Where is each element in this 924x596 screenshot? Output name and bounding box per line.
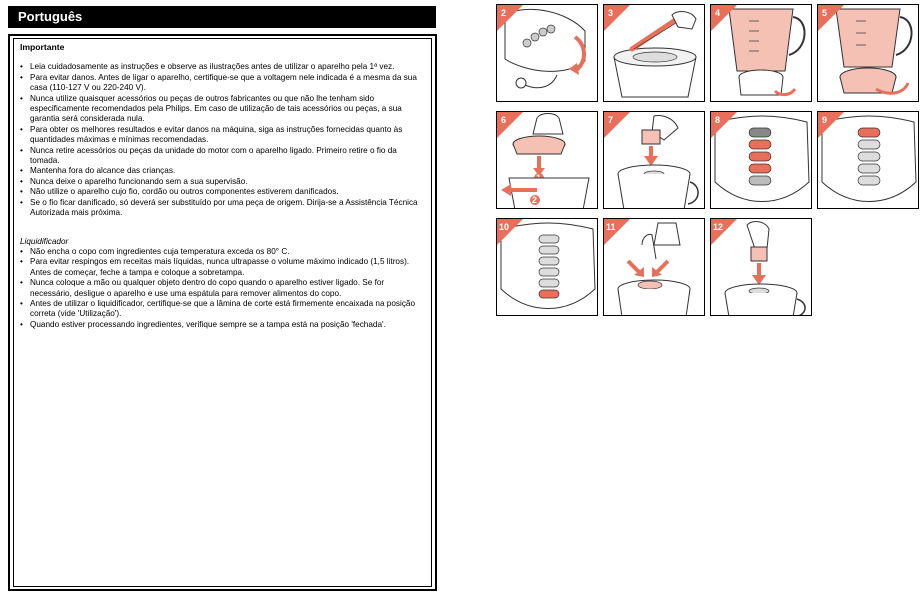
list-item: • Para evitar respingos em receitas mais líquidas, nunca ultrapasse o volume máximo indicado (1,5 litros). Antes de começar, feche a tampa e coloque a sobretampa. <box>20 257 425 278</box>
list-item: • Nunca retire acessórios ou peças da unidade do motor com o aparelho ligado. Primeiro retire o fio da tomada. <box>20 146 425 167</box>
step-number: 12 <box>713 222 724 232</box>
step-number: 3 <box>608 8 614 18</box>
list-item: • Não utilize o aparelho cujo fio, cordão ou outros componentes estiverem danificados. <box>20 187 425 197</box>
step-number: 11 <box>606 222 616 232</box>
instructions-inner-frame <box>13 38 432 587</box>
step-8-illustration <box>710 111 812 209</box>
step-6-illustration <box>496 111 598 209</box>
step-number: 10 <box>499 222 510 232</box>
step-5-illustration <box>817 4 919 102</box>
callout-number: 2 <box>532 195 538 205</box>
section-subheading: Liquidificador <box>20 236 69 246</box>
step-9-illustration <box>817 111 919 209</box>
list-item: • Nunca coloque a mão ou qualquer objeto dentro do copo quando o aparelho estiver ligado. Se for necessário, desligue o aparelho e use uma espátula para remover alimentos do copo. <box>20 278 425 299</box>
step-4-illustration <box>710 4 812 102</box>
list-item: • Para evitar danos. Antes de ligar o aparelho, certifique-se que a voltagem nele indicada é a mesma da sua casa (110-127 V ou 220-240 V). <box>20 73 425 94</box>
list-item: • Nunca deixe o aparelho funcionando sem a sua supervisão. <box>20 177 425 187</box>
step-12-illustration <box>710 218 812 316</box>
list-item: • Não encha o copo com ingredientes cuja temperatura exceda os 80° C. <box>20 247 425 257</box>
step-3-illustration <box>603 4 705 102</box>
list-item: • Nunca utilize quaisquer acessórios ou peças de outros fabricantes ou que não lhe tenham sido especificamente recomendados pela Philips. Em caso de utilização de tais acessórios ou peças, a sua garantia será considerada nula. <box>20 94 425 125</box>
step-number: 7 <box>608 115 614 125</box>
step-number: 6 <box>501 115 507 125</box>
section-heading: Importante <box>20 42 65 52</box>
list-item: • Para obter os melhores resultados e evitar danos na máquina, siga as instruções fornecidas quanto às quantidades máximas e mínimas recomendadas. <box>20 125 425 146</box>
step-number: 9 <box>822 115 828 125</box>
step-number: 8 <box>715 115 721 125</box>
list-item: • Mantenha fora do alcance das crianças. <box>20 166 425 176</box>
language-header: Português <box>8 6 436 28</box>
list-item: • Se o fio ficar danificado, só deverá ser substituído por uma peça de origem. Dirija-se a Assistência Técnica Autorizada mais próxima. <box>20 198 425 219</box>
list-item: • Leia cuidadosamente as instruções e observe as ilustrações antes de utilizar o aparelho pela 1ª vez. <box>20 62 425 72</box>
step-number: 5 <box>822 8 828 18</box>
step-number: 4 <box>715 8 721 18</box>
instructions-box <box>8 34 437 591</box>
step-11-illustration <box>603 218 705 316</box>
step-10-illustration <box>496 218 598 316</box>
list-item: • Antes de utilizar o liquidificador, certifique-se que a lâmina de corte está firmemente encaixada na posição correta (vide 'Utilização'). <box>20 299 425 320</box>
general-warnings-list <box>20 62 425 218</box>
step-number: 2 <box>501 8 507 18</box>
list-item: • Quando estiver processando ingredientes, verifique sempre se a tampa está na posição 'fechada'. <box>20 320 425 330</box>
step-7-illustration <box>603 111 705 209</box>
blender-warnings-list <box>20 247 425 330</box>
step-2-illustration <box>496 4 598 102</box>
instructions-content <box>20 42 425 330</box>
